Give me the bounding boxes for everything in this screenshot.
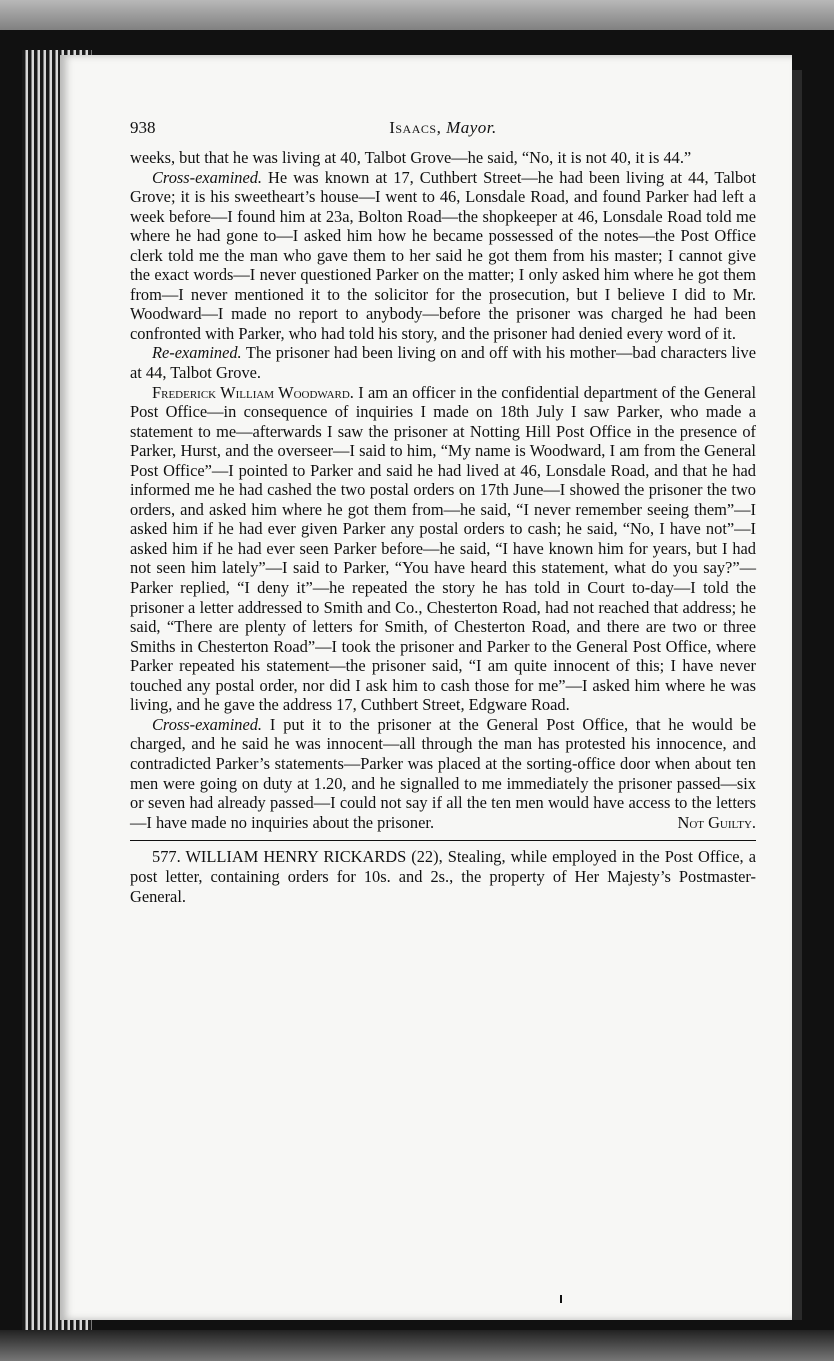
next-case-paragraph	[130, 847, 756, 907]
case-divider	[130, 840, 756, 841]
paragraph-cross-examined-1	[130, 168, 756, 344]
book-right-edge	[792, 70, 802, 1320]
page-number: 938	[130, 118, 156, 137]
page-mark	[560, 1295, 562, 1303]
woodward-testimony-text: I am an officer in the confidential department of the General Post Office—in consequence of inquiries I made on 18th July I saw Parker, who made a statement to me—afterwards I saw the prisoner at Notting Hill Post Office in the presence of Parker, Hurst, and the overseer—I said to him, “My name is Woodward, I am from the General Post Office”—I pointed to Parker and said he had lived at 46, Lonsdale Road, and that he had informed me he had cashed the two postal orders on 17th June—I showed the prisoner the two orders, and asked him where he got them from—he said, “I never remember seeing them”—I asked him if he had ever given Parker any postal orders to cash; he said, “No, I have not”—I asked him if he had ever seen Parker before—he said, “I have known him for years, but I had not seen him lately”—I said to Parker, “You have heard this statement, what do you say?”—Parker replied, “I deny it”—he repeated the story he has told in Court to-day—I told the prisoner a letter addressed to Smith and Co., Chesterton Road, had not reached that address; he said, “There are plenty of letters for Smith, of Chesterton Road, and there are two or three Smiths in Chesterton Road”—I took the prisoner and Parker to the General Post Office, where Parker repeated his statement—the prisoner said, “I am quite innocent of this; I have never touched any postal order, nor did I ask him to cash those for me”—I asked him where he was living, and he gave the address 17, Cuthbert Street, Edgware Road.	[130, 382, 757, 715]
running-head-name: Isaacs,	[389, 118, 442, 137]
paragraph-continuation: weeks, but that he was living at 40, Talbot Grove—he said, “No, it is not 40, it is 44.”	[130, 148, 692, 167]
re-examined-text: The prisoner had been living on and off with his mother—bad characters live at 44, Talbot Grove.	[130, 343, 756, 383]
verdict: Not Guilty.	[677, 812, 756, 832]
case-text: WILLIAM HENRY RICKARDS (22), Stealing, while employed in the Post Office, a post letter, containing orders for 10s. and 2s., the property of Her Majesty’s Postmaster-General.	[130, 847, 756, 907]
cross-examined-text: He was known at 17, Cuthbert Street—he had been living at 44, Talbot Grove; it is his sweetheart’s house—I went to 46, Lonsdale Road, and found Parker had left a week before—I found him at 23a, Bolton Road—the shopkeeper at 46, Lonsdale Road told me where he had gone to—I asked him how he became possessed of the notes—the Post Office clerk told me the man who gave them to her said he got them from his master; I cannot give the exact words—I never questioned Parker on the matter; I only asked him where he got them from—I never mentioned it to the solicitor for the prosecution, but I believe I did to Mr. Woodward—I made no report to anybody—before the prisoner was charged he had been confronted with Parker, who had told his story, and the prisoner had denied every word of it.	[130, 167, 756, 343]
re-examined-label: Re-examined.	[152, 343, 242, 363]
scan-bottom-margin	[0, 1330, 834, 1361]
witness-name: Frederick William Woodward.	[152, 382, 354, 402]
running-head	[130, 118, 756, 138]
case-number: 577.	[152, 847, 181, 867]
cross-examined-label: Cross-examined.	[152, 167, 263, 187]
cross-examined-label-2: Cross-examined.	[152, 714, 263, 734]
running-head-mayor: Mayor.	[446, 118, 497, 137]
paragraph-woodward-testimony	[130, 383, 756, 715]
page-header	[130, 118, 756, 148]
paragraph-re-examined	[130, 343, 756, 382]
page-text	[130, 118, 756, 907]
cross-examined-text-2: I put it to the prisoner at the General Post Office, that he would be charged, and he said he was innocent—all through the man has protested his innocence, and contradicted Parker’s statements—Parker was placed at the sorting-office door when about ten men were going on duty at 1.20, and he signalled to me immediately the prisoner passed—six or seven had already passed—I could not say if all the ten men would have access to the letters—I have made no inquiries about the prisoner.	[130, 714, 756, 832]
